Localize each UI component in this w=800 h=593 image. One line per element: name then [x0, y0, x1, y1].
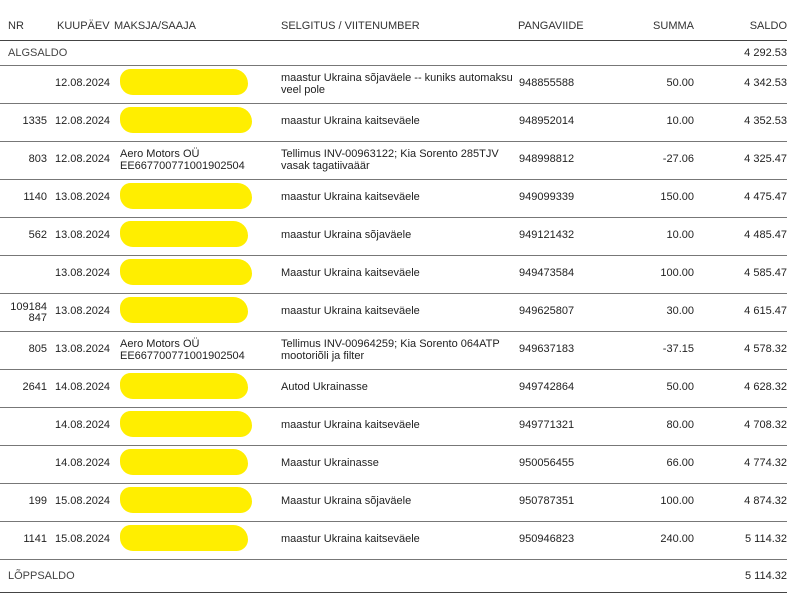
row-nr [0, 446, 47, 484]
row-payer [114, 66, 281, 104]
row-balance: 4 774.32 [694, 446, 787, 484]
row-description: maastur Ukraina kaitseväele [281, 408, 518, 446]
row-sum: -37.15 [620, 332, 694, 370]
row-balance: 4 475.47 [694, 180, 787, 218]
table-row [0, 294, 787, 332]
redaction-mark [120, 373, 248, 399]
row-bank-ref: 949121432 [518, 218, 620, 256]
row-date: 13.08.2024 [47, 294, 114, 332]
redaction-mark [120, 487, 252, 513]
row-date: 13.08.2024 [47, 332, 114, 370]
row-payer [114, 522, 281, 560]
row-date: 12.08.2024 [47, 66, 114, 104]
row-payer: Aero Motors OÜ EE667700771001902504 [114, 332, 281, 370]
opening-balance-value: 4 292.53 [694, 41, 787, 66]
row-date: 14.08.2024 [47, 446, 114, 484]
row-balance: 4 342.53 [694, 66, 787, 104]
col-header-nr: NR [0, 12, 47, 41]
row-date: 12.08.2024 [47, 142, 114, 180]
row-date: 14.08.2024 [47, 408, 114, 446]
row-bank-ref: 949473584 [518, 256, 620, 294]
row-sum: 66.00 [620, 446, 694, 484]
row-sum: 100.00 [620, 256, 694, 294]
row-sum: 240.00 [620, 522, 694, 560]
redaction-mark [120, 259, 252, 285]
opening-balance-label: ALGSALDO [0, 41, 694, 66]
row-nr: 1335 [0, 104, 47, 142]
table-row [0, 332, 787, 370]
row-payer [114, 370, 281, 408]
row-description: maastur Ukraina sõjaväele [281, 218, 518, 256]
row-bank-ref: 950946823 [518, 522, 620, 560]
redaction-mark [120, 183, 252, 209]
row-date: 14.08.2024 [47, 370, 114, 408]
table-row [0, 522, 787, 560]
row-sum: 50.00 [620, 66, 694, 104]
redaction-mark [120, 525, 248, 551]
row-description: maastur Ukraina kaitseväele [281, 104, 518, 142]
row-date: 13.08.2024 [47, 218, 114, 256]
row-nr: 803 [0, 142, 47, 180]
row-balance: 4 708.32 [694, 408, 787, 446]
row-balance: 4 325.47 [694, 142, 787, 180]
row-nr: 562 [0, 218, 47, 256]
redaction-mark [120, 297, 248, 323]
row-bank-ref: 949625807 [518, 294, 620, 332]
row-description: maastur Ukraina kaitseväele [281, 522, 518, 560]
table-row [0, 104, 787, 142]
row-date: 12.08.2024 [47, 104, 114, 142]
row-description: Maastur Ukraina sõjaväele [281, 484, 518, 522]
closing-balance-label: LÕPPSALDO [0, 560, 694, 593]
row-balance: 4 628.32 [694, 370, 787, 408]
row-payer: Aero Motors OÜ EE667700771001902504 [114, 142, 281, 180]
row-sum: 50.00 [620, 370, 694, 408]
table-row [0, 218, 787, 256]
row-description: Tellimus INV-00964259; Kia Sorento 064ATP mootoriõli ja filter [281, 332, 518, 370]
row-payer [114, 408, 281, 446]
table-row [0, 180, 787, 218]
row-date: 15.08.2024 [47, 484, 114, 522]
col-header-sum: SUMMA [620, 12, 694, 41]
opening-balance-row [0, 41, 787, 66]
table-row [0, 66, 787, 104]
row-date: 15.08.2024 [47, 522, 114, 560]
row-sum: 10.00 [620, 218, 694, 256]
row-sum: 10.00 [620, 104, 694, 142]
row-bank-ref: 948998812 [518, 142, 620, 180]
row-description: Maastur Ukraina kaitseväele [281, 256, 518, 294]
row-nr: 1141 [0, 522, 47, 560]
redaction-mark [120, 107, 252, 133]
row-description: Maastur Ukrainasse [281, 446, 518, 484]
row-nr [0, 294, 47, 332]
table-row [0, 370, 787, 408]
table-row [0, 256, 787, 294]
row-payer [114, 484, 281, 522]
row-payer [114, 256, 281, 294]
row-description: Autod Ukrainasse [281, 370, 518, 408]
row-sum: -27.06 [620, 142, 694, 180]
row-date: 13.08.2024 [47, 256, 114, 294]
row-bank-ref: 950056455 [518, 446, 620, 484]
row-bank-ref: 948855588 [518, 66, 620, 104]
row-balance: 4 578.32 [694, 332, 787, 370]
row-bank-ref: 950787351 [518, 484, 620, 522]
row-description: maastur Ukraina kaitseväele [281, 294, 518, 332]
row-description: maastur Ukraina sõjaväele -- kuniks automaksu veel pole [281, 66, 518, 104]
row-payer [114, 294, 281, 332]
closing-balance-row [0, 560, 787, 593]
row-bank-ref: 948952014 [518, 104, 620, 142]
row-balance: 5 114.32 [694, 522, 787, 560]
row-sum: 150.00 [620, 180, 694, 218]
table-row [0, 484, 787, 522]
row-payer [114, 218, 281, 256]
row-balance: 4 615.47 [694, 294, 787, 332]
row-nr: 2641 [0, 370, 47, 408]
row-bank-ref: 949742864 [518, 370, 620, 408]
redaction-mark [120, 69, 248, 95]
row-sum: 100.00 [620, 484, 694, 522]
row-nr-value: 109184 847 [10, 301, 47, 324]
row-bank-ref: 949637183 [518, 332, 620, 370]
row-nr [0, 408, 47, 446]
table-row [0, 408, 787, 446]
closing-balance-value: 5 114.32 [694, 560, 787, 593]
redaction-mark [120, 449, 248, 475]
table-row [0, 446, 787, 484]
row-nr [0, 66, 47, 104]
row-balance: 4 485.47 [694, 218, 787, 256]
col-header-payer: MAKSJA/SAAJA [114, 12, 281, 41]
col-header-date: KUUPÄEV [47, 12, 114, 41]
header-row [0, 12, 787, 41]
row-bank-ref: 949771321 [518, 408, 620, 446]
row-payer [114, 104, 281, 142]
row-payer [114, 446, 281, 484]
row-description: Tellimus INV-00963122; Kia Sorento 285TJV vasak tagatiivaäär [281, 142, 518, 180]
row-payer [114, 180, 281, 218]
col-header-bank-ref: PANGAVIIDE [518, 12, 620, 41]
row-nr: 805 [0, 332, 47, 370]
table-row [0, 142, 787, 180]
row-balance: 4 352.53 [694, 104, 787, 142]
row-bank-ref: 949099339 [518, 180, 620, 218]
row-nr [0, 256, 47, 294]
col-header-balance: SALDO [694, 12, 787, 41]
row-balance: 4 585.47 [694, 256, 787, 294]
redaction-mark [120, 411, 252, 437]
row-balance: 4 874.32 [694, 484, 787, 522]
row-nr: 199 [0, 484, 47, 522]
row-sum: 30.00 [620, 294, 694, 332]
row-sum: 80.00 [620, 408, 694, 446]
row-description: maastur Ukraina kaitseväele [281, 180, 518, 218]
row-nr: 1140 [0, 180, 47, 218]
col-header-description: SELGITUS / VIITENUMBER [281, 12, 518, 41]
transactions-table [0, 12, 787, 593]
redaction-mark [120, 221, 248, 247]
row-date: 13.08.2024 [47, 180, 114, 218]
